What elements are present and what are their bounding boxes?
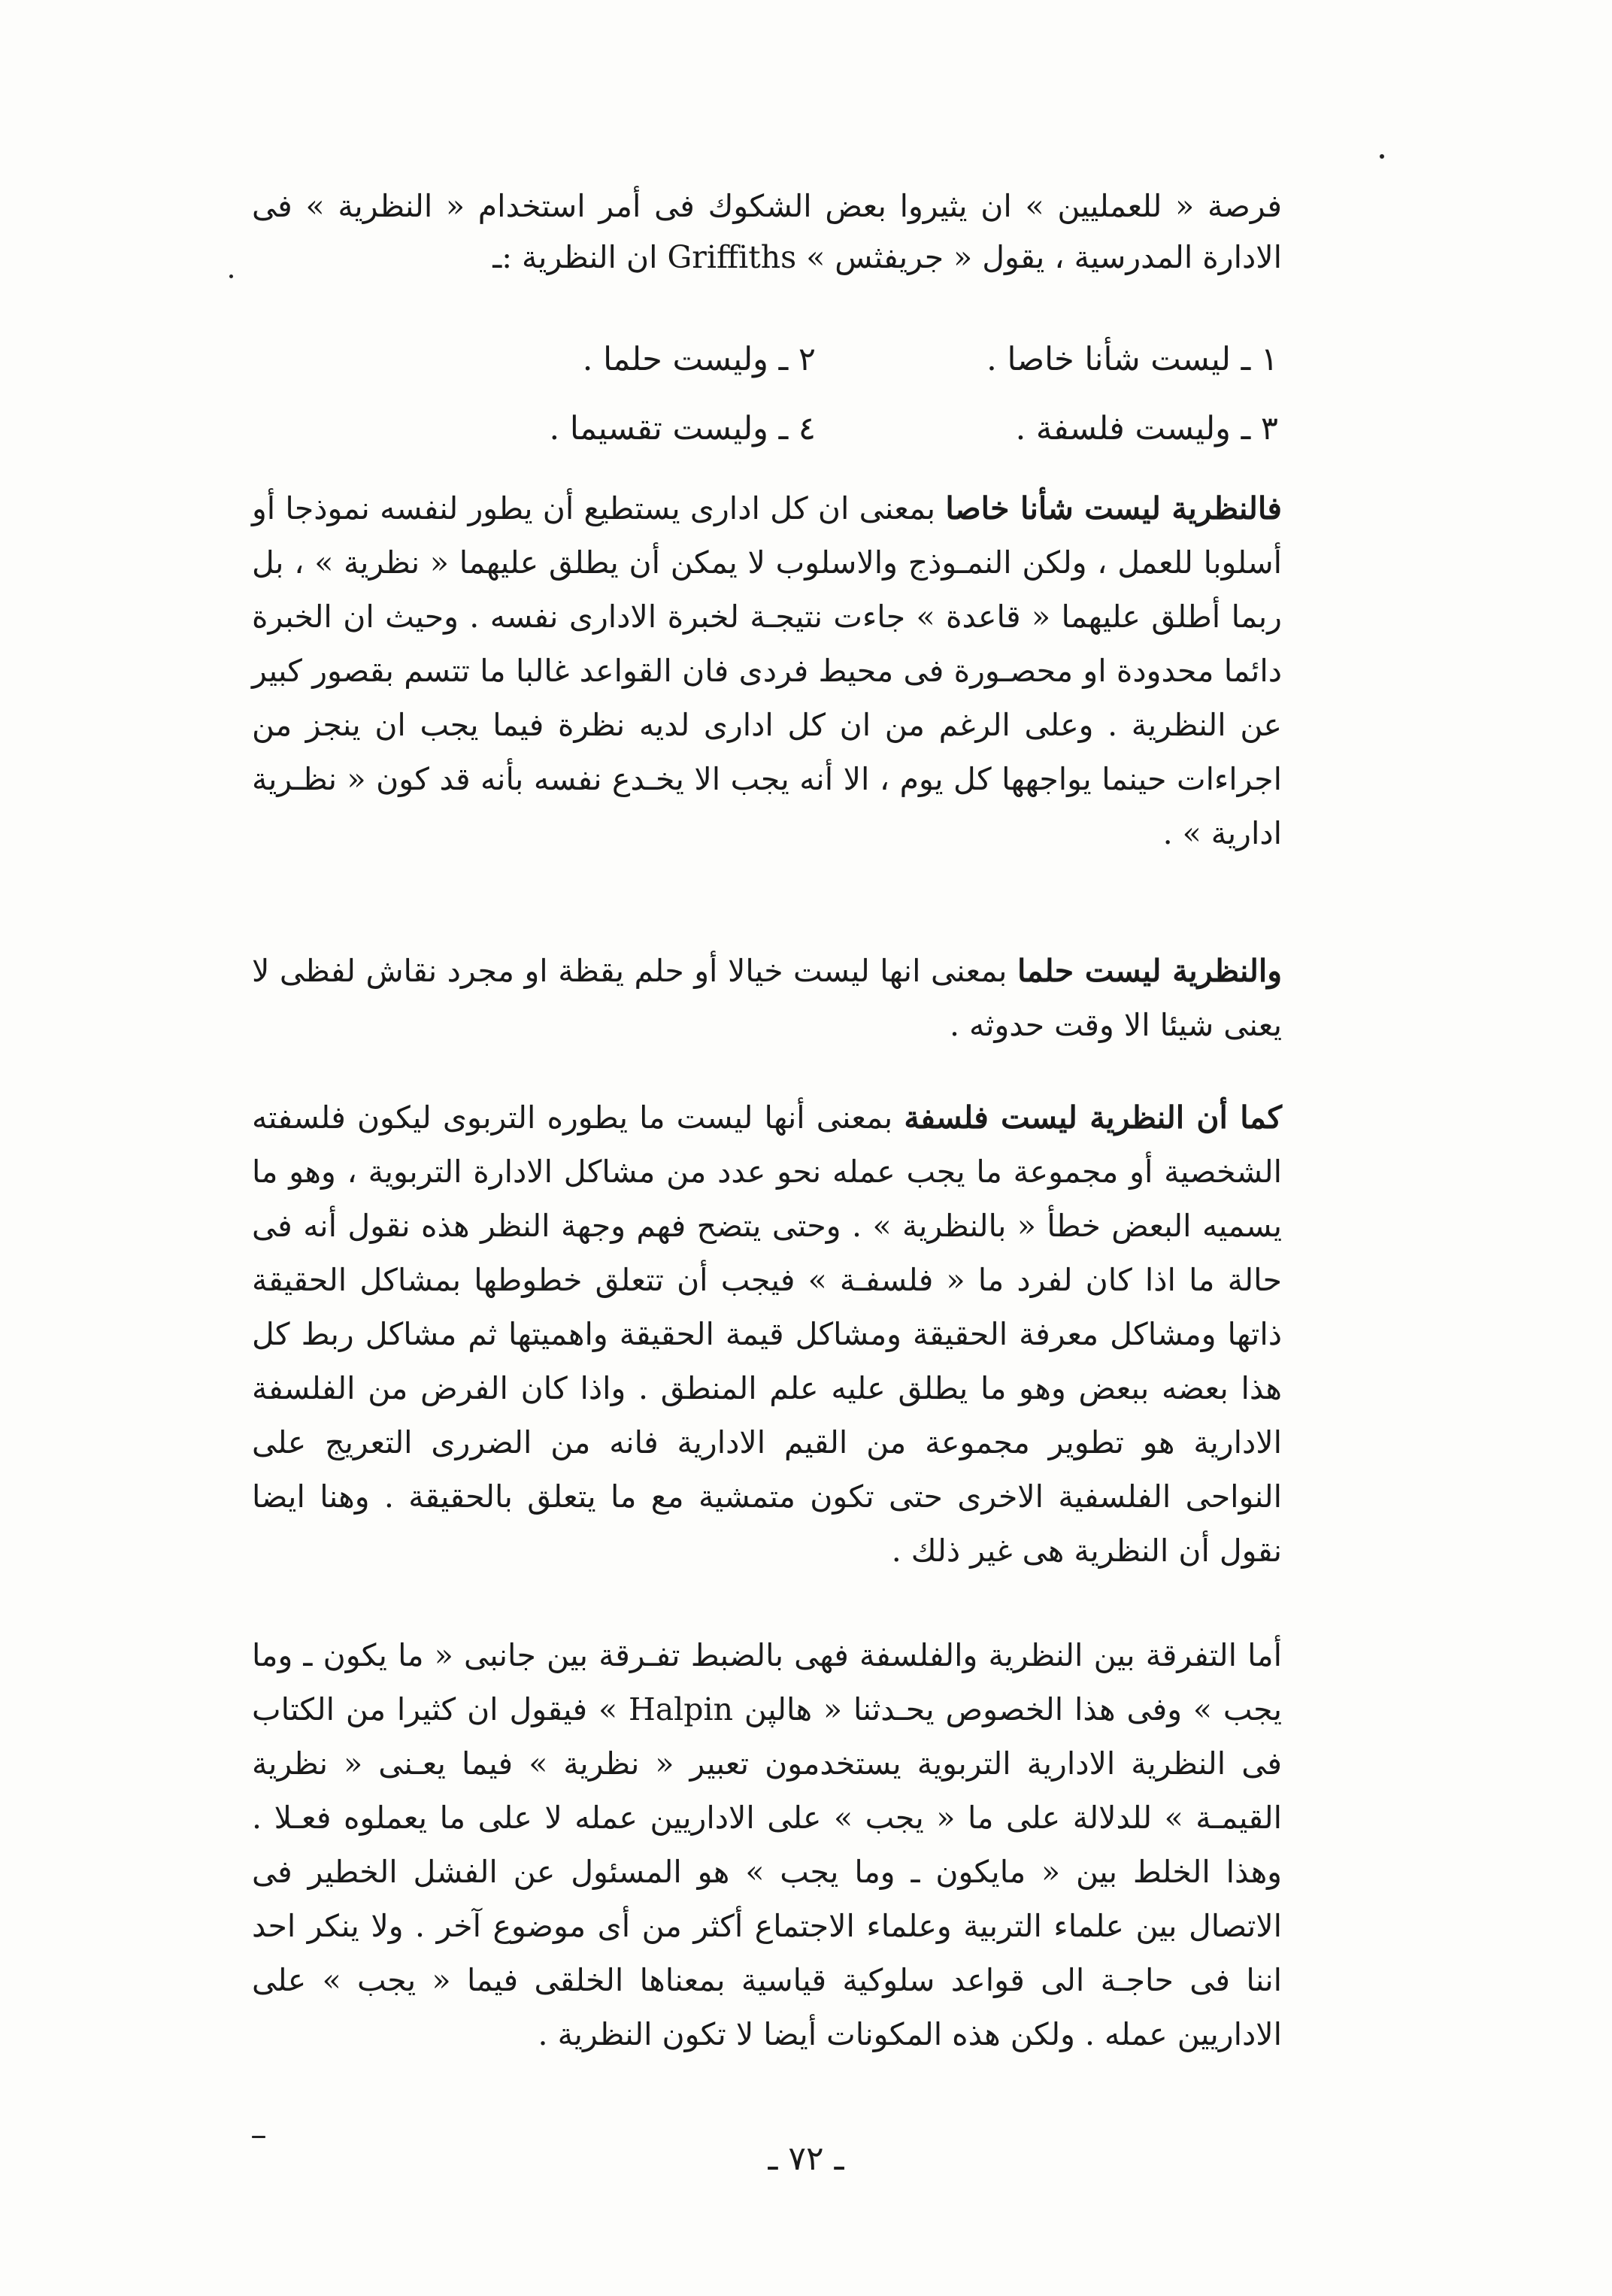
paragraph-lead: فالنظرية ليست شأنا خاصا (945, 490, 1282, 526)
paragraph-theory-vs-philosophy: أما التفرقة بين النظرية والفلسفة فهى بالضبط تفـرقة بين جانبى « ما يكون ـ وما يجب » وفى هذا الخصوص يحـدثنا « هالپن Halpin » فيقول ان كثيرا من الكتاب فى النظرية الادارية التربوية يستخدمون تعبير « نظرية » فيما يعـنى « نظرية القيمـة » للدلالة على ما « يجب » على الاداريين عمله لا على ما يعملوه فعـلا . وهذا الخلط بين « مايكون ـ وما يجب » هو المسئول عن الفشل الخطير فى الاتصال بين علماء التربية وعلماء الاجتماع أكثر من أى موضوع آخر . ولا ينكر احد اننا فى حاجـة الى قواعد سلوكية قياسية بمعناها الخلقى فيما « يجب » على الاداريين عمله . ولكن هذه المكونات أيضا لا تكون النظرية . (252, 1637, 1282, 2052)
list-item: ٤ ـ وليست تقسيما . (549, 410, 816, 447)
paragraph-not-personal (252, 481, 1282, 860)
scan-speck (229, 274, 233, 278)
paragraph-body: بمعنى انها ليست خيالا أو حلم يقظة او مجرد نقاش لفظى لا يعنى شيئا الا وقت حدوثه . (252, 953, 1282, 1043)
paragraph-not-philosophy (252, 1090, 1282, 1578)
theory-negations-list (353, 325, 1278, 463)
paragraph-body: بمعنى ان كل ادارى يستطيع أن يطور لنفسه نموذجا أو أسلوبا للعمل ، ولكن النمـوذج والاسلوب لا يمكن أن يطلق عليهما « نظرية » ، بل ربما أطلق عليهما « قاعدة » جاءت نتيجـة لخبرة الادارى نفسه . وحيث ان الخبرة دائما محدودة او محصـورة فى محيط فردى فان القواعد غالبا ما تتسم بقصور كبير عن النظرية . وعلى الرغم من ان كل ادارى لديه نظرة فيما يجب ان ينجز من اجراءات حينما يواجهها كل يوم ، الا أنه يجب الا يخـدع نفسه بأنه قد كون « نظـرية ادارية » . (252, 490, 1282, 851)
scan-speck (252, 2136, 265, 2138)
list-item: ١ ـ ليست شأنا خاصا . (986, 341, 1278, 378)
intro-paragraph: فرصة « للعمليين » ان يثيروا بعض الشكوك فى أمر استخدام « النظرية » فى الادارة المدرسية ، يقول « جريفثس » Griffiths ان النظرية :ـ (252, 188, 1282, 275)
page-number: ـ ٧٢ ـ (768, 2140, 844, 2178)
list-row (353, 394, 1278, 463)
list-item: ٢ ـ وليست حلما . (582, 341, 816, 378)
paragraph-lead: والنظرية ليست حلما (1017, 953, 1283, 989)
paragraph-body: بمعنى أنها ليست ما يطوره التربوى ليكون فلسفته الشخصية أو مجموعة ما يجب عمله نحو عدد من مشاكل الادارة التربوية ، وهو ما يسميه البعض خطأ « بالنظرية » . وحتى يتضح فهم وجهة النظر هذه نقول أنه فى حالة ما اذا كان لفرد ما « فلسفـة » فيجب أن تتعلق خطوطها بمشاكل الحقيقة ذاتها ومشاكل معرفة الحقيقة ومشاكل قيمة الحقيقة واهميتها ثم مشاكل ربط كل هذا بعضه ببعض وهو ما يطلق عليه علم المنطق . واذا كان الفرض من الفلسفة الادارية هو تطوير مجموعة من القيم الادارية فانه من الضررى التعريج على النواحى الفلسفية الاخرى حتى تكون متمشية مع ما يتعلق بالحقيقة . وهنا ايضا نقول أن النظرية هى غير ذلك . (252, 1099, 1282, 1569)
list-row (353, 325, 1278, 394)
paragraph-lead: كما أن النظرية ليست فلسفة (904, 1099, 1282, 1136)
list-item: ٣ ـ وليست فلسفة . (1015, 410, 1278, 447)
scan-speck (1380, 154, 1384, 159)
paragraph-not-dream (252, 944, 1282, 1052)
